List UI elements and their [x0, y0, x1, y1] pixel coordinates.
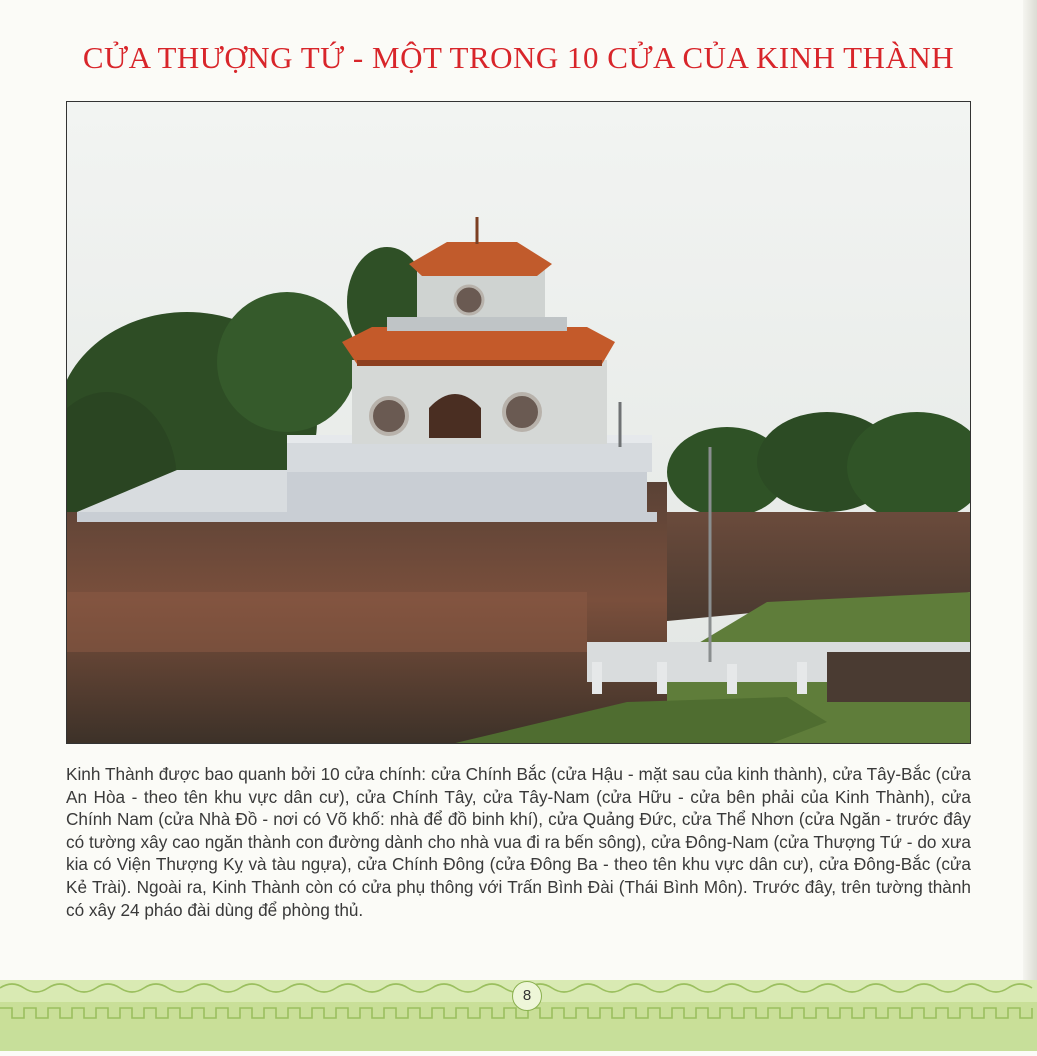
gate-photo	[66, 101, 971, 744]
caption-text: Kinh Thành được bao quanh bởi 10 cửa chính: cửa Chính Bắc (cửa Hậu - mặt sau của kinh thành), cửa Tây-Bắc (cửa An Hòa - theo tên khu vực dân cư), cửa Chính Tây, cửa Tây-Nam (cửa Hữu - cửa bên phải của Kinh Thành), cửa Chính Nam (cửa Nhà Đồ - nơi có Võ khố: nhà để đồ binh khí), cửa Quảng Đức, cửa Thể Nhơn (cửa Ngăn - trước đây có tường xây cao ngăn thành con đường dành cho nhà vua đi ra bến sông), cửa Đông-Nam (cửa Thượng Tứ - do xưa kia có Viện Thượng Kỵ và tàu ngựa), cửa Chính Đông (cửa Đông Ba - theo tên khu vực dân cư), cửa Đông-Bắc (cửa Kẻ Trài). Ngoài ra, Kinh Thành còn có cửa phụ thông với Trấn Bình Đài (Thái Bình Môn). Trước đây, trên tường thành có xây 24 pháo đài dùng để phòng thủ.	[66, 764, 971, 920]
page-number: 8	[512, 981, 542, 1011]
page-title: CỬA THƯỢNG TỨ - MỘT TRONG 10 CỬA CỦA KINH THÀNH	[82, 40, 955, 75]
page-binding-edge	[1023, 0, 1037, 1051]
